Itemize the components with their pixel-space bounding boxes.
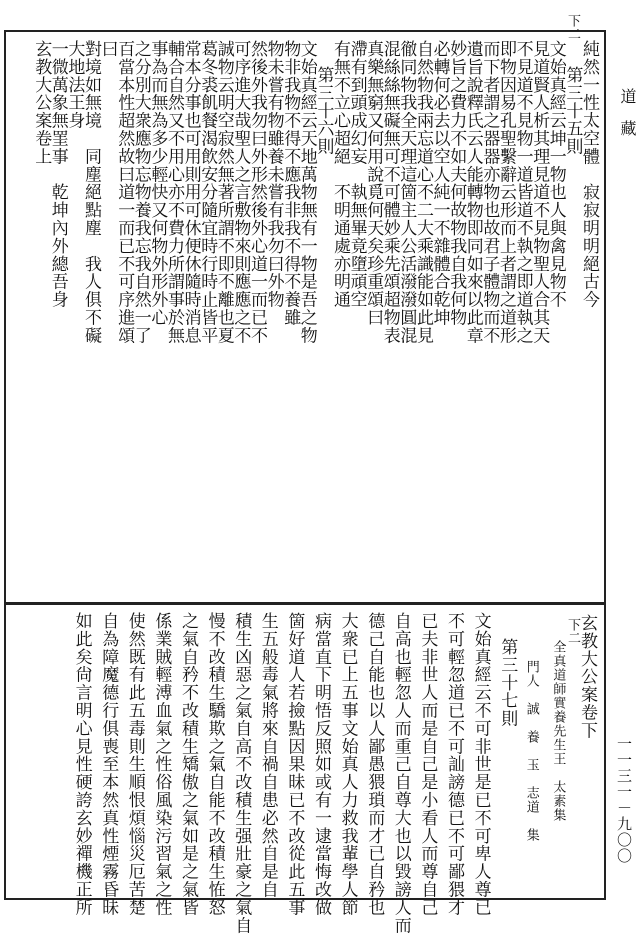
section-heading: 第三十七則 [497,638,518,728]
text-column: 大衆已上五事文始真人力救我輩學人節 [337,612,358,917]
text-column: 慢不改積生驕欺之氣自能不改積生恠怒 [204,612,225,917]
text-column: 物非我物不得不應我非我不得不養雖 [280,40,301,327]
text-column: 不可輕忽道已不可訕謗德已不可鄙猥才 [444,612,464,917]
leaf-marker-bottom: 下二 [565,618,580,644]
text-column: 而下者謂之器器亦物也故君子體物而不 [479,40,500,345]
text-column: 一微萬象無罣事 乾坤內外總吾身 [47,40,68,309]
text-column: 文始真經云坤一物也人與禽見物不 [545,40,566,309]
text-column: 生五般毒氣將來自禍自患必然自是自 [257,612,278,899]
text-column: 玄教大公案卷上 [31,40,52,166]
margin-page-number: 一一三一－九〇〇 [615,736,633,864]
text-column: 德己自能也以人鄙愚猥瑣而才已自矜也 [364,612,385,917]
margin-collection-title: 道 [618,88,637,106]
leaf-marker-top: 下二 [565,14,580,40]
text-column: 純然一性太空體 寂寂明明絕古今 [579,40,599,309]
text-column: 使然既有此五毒則生順恨煩惱災厄苦楚 [124,612,145,917]
text-column: 自然物我兩忘道心不二大乘識能如此見 [413,40,433,345]
text-column: 已夫非世人而是自己是小看人而尊自己 [417,612,438,917]
text-column: 徹同物我全天理這箇主人公活潑潑圓混 [396,40,417,345]
margin-section-mark: 藏 [618,120,637,138]
text-column: 必轉何必去以空人純一不雜體合乾坤 [429,40,450,327]
text-column: 滯有到頭成幻妄 執無畢竟墮頑空 [346,40,367,309]
text-column: 不見道不見物一道皆道不執之即道執之 [512,40,533,345]
text-column: 常本分事也可用則用可休便休隨時消息 [180,40,201,345]
text-column: 物未嘗有物雖養未嘗有我勿曰外物 [263,40,284,309]
text-column: 大地法王身 [64,40,85,130]
text-column: 全真道師實養先生王 太素集 [550,640,566,822]
text-column: 事為而無為多少輕快又何物外形外心 [147,40,168,327]
text-column: 誠物云明空寂然無著所謂不即不離也夏 [213,40,234,345]
section-heading: 第三十六則 [313,66,334,156]
section-heading: 第三十五則 [562,66,583,156]
text-column: 玄教大公案卷下 [577,614,597,740]
text-column: 之分別大衆應物忘物養我忘我自然一了 [130,40,151,345]
text-column: 見道賢人析其理見道不見物聖人合其天 [529,40,550,345]
text-column: 自為障魔德行俱喪至本然真性煙霧昏昧 [98,612,119,917]
text-column: 係業賊輕溥血氣之性俗風染污習氣之性 [151,612,172,917]
text-column: 妙旨之費力不如夫何故物我自我何物 [446,40,467,327]
text-column: 如此矣尙言明心見性硬誇玄妙禪機正所 [71,612,92,917]
text-column: 對境如無境 同塵絕點塵 我人俱不礙 [81,40,101,345]
text-column: 之氣自矜不改積生矯傲之氣如是之氣皆 [178,612,198,917]
text-column: 遺旨說釋氏云人能轉物即同如來以此章 [462,40,483,345]
text-column: 病當直下明悟反照如或有一逮當悔改做 [311,612,331,917]
text-column: 有無不立心超絕 不明通處亦明通 [330,40,350,309]
text-column: 曰 [97,40,118,58]
text-column: 葛冬裘飢餐渴飲安分隨宜時行時止皆平 [197,40,218,345]
text-column: 百當本性超然故曰道一而已不可序進頌 [114,40,135,345]
text-column: 文始真經云不可非世是已不可卑人尊已 [470,612,491,917]
text-column: 然後外我勿曰外形然後外心道一而已不 [247,40,267,345]
text-column: 門人 誠 養 玉 志道 集 [523,660,539,842]
text-column: 箇好道人若撿點因果昧已不改從此五事 [284,612,305,917]
text-column: 文始真經云天地萬物無有一物是吾之物 [296,40,317,345]
text-column: 自高也輕忽人而重己自尊大也以毀謗人而 [390,612,411,934]
text-column: 即物因易孔聖繫辭云形而上者謂之道形 [496,40,516,345]
text-column: 混絲絲無礙無可不可體妙乘先頌超物表 [379,40,400,345]
text-column: 真樂無窮又何用說覓何天矣珍重頌曰 [363,40,384,327]
text-column: 積生凶惡之氣自高不改積生强壯豪之氣自 [231,612,252,934]
text-column: 輔合自然又不用心亦不費力所謂事於無 [164,40,184,345]
text-column: 可序進大哉聖人之言敷物來則應應之不 [230,40,251,345]
